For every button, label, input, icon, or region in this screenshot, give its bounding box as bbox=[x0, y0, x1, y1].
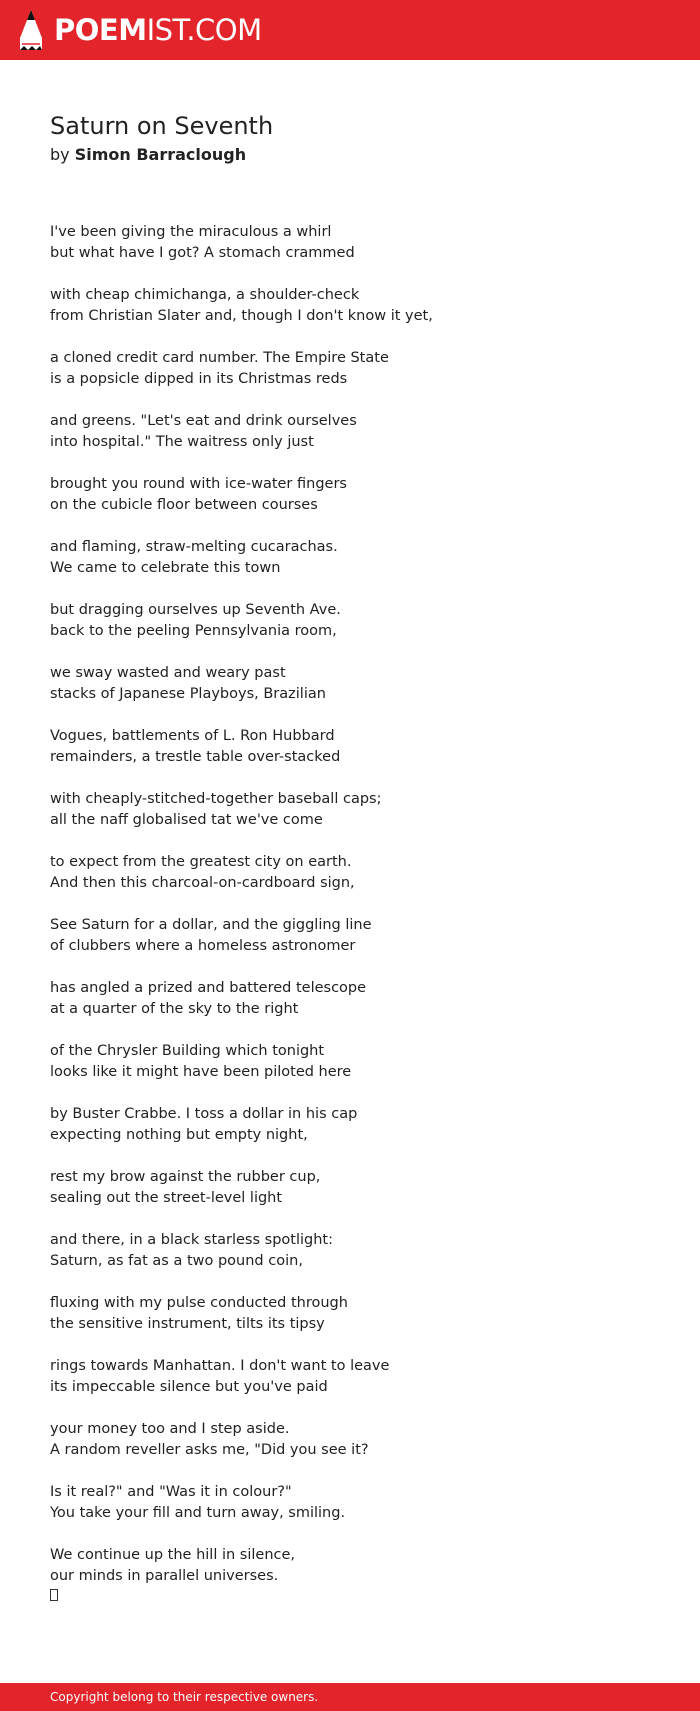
poem-stanza bbox=[50, 1167, 650, 1209]
poem-line: We came to celebrate this town bbox=[50, 560, 281, 576]
poem-line: but dragging ourselves up Seventh Ave. bbox=[50, 602, 341, 618]
poem-line: and there, in a black starless spotlight: bbox=[50, 1232, 333, 1248]
poem-line: rings towards Manhattan. I don't want to leave bbox=[50, 1358, 390, 1374]
poem-line: I've been giving the miraculous a whirl bbox=[50, 224, 332, 240]
by-label: by bbox=[50, 145, 70, 164]
poem-line: remainders, a trestle table over-stacked bbox=[50, 749, 341, 765]
poem-stanza bbox=[50, 1545, 650, 1608]
poem-title: Saturn on Seventh bbox=[50, 112, 274, 140]
poem-line: by Buster Crabbe. I toss a dollar in his cap bbox=[50, 1106, 358, 1122]
poem-line: stacks of Japanese Playboys, Brazilian bbox=[50, 686, 326, 702]
poem-line: at a quarter of the sky to the right bbox=[50, 1001, 299, 1017]
poem-line: back to the peeling Pennsylvania room, bbox=[50, 623, 337, 639]
poem-line: to expect from the greatest city on earth. bbox=[50, 854, 352, 870]
poem-stanza bbox=[50, 1104, 650, 1146]
copyright-text: Copyright belong to their respective owners. bbox=[50, 1690, 319, 1704]
poem-stanza bbox=[50, 1419, 650, 1461]
poem-line: looks like it might have been piloted here bbox=[50, 1064, 352, 1080]
site-footer bbox=[0, 1683, 700, 1711]
poem-line: See Saturn for a dollar, and the giggling line bbox=[50, 917, 372, 933]
poem-line: rest my brow against the rubber cup, bbox=[50, 1169, 321, 1185]
poem-line: expecting nothing but empty night, bbox=[50, 1127, 308, 1143]
poem-line: a cloned credit card number. The Empire State bbox=[50, 350, 389, 366]
poem-stanza bbox=[50, 474, 650, 516]
poem-stanza bbox=[50, 915, 650, 957]
poem-stanza bbox=[50, 537, 650, 579]
poem-line: Is it real?" and "Was it in colour?" bbox=[50, 1484, 292, 1500]
poem-line: into hospital." The waitress only just bbox=[50, 434, 314, 450]
poem-line: we sway wasted and weary past bbox=[50, 665, 286, 681]
poem-line: the sensitive instrument, tilts its tipsy bbox=[50, 1316, 325, 1332]
poem-line: from Christian Slater and, though I don't know it yet, bbox=[50, 308, 433, 324]
poem-stanza bbox=[50, 978, 650, 1020]
poem-stanza bbox=[50, 1356, 650, 1398]
poem-stanza bbox=[50, 1041, 650, 1083]
site-logo-link[interactable] bbox=[54, 12, 262, 47]
poem-line: brought you round with ice-water fingers bbox=[50, 476, 347, 492]
poem-stanza bbox=[50, 600, 650, 642]
poem-line: with cheaply-stitched-together baseball caps; bbox=[50, 791, 382, 807]
poem-stanza bbox=[50, 663, 650, 705]
poem-stanza bbox=[50, 789, 650, 831]
poem-line: is a popsicle dipped in its Christmas reds bbox=[50, 371, 348, 387]
poem-line: its impeccable silence but you've paid bbox=[50, 1379, 328, 1395]
poem-stanza bbox=[50, 285, 650, 327]
poem-byline bbox=[50, 144, 650, 166]
poem-stanza bbox=[50, 1482, 650, 1524]
poem-stanza bbox=[50, 852, 650, 894]
poem-line: on the cubicle floor between courses bbox=[50, 497, 318, 513]
poem-line: our minds in parallel universes. bbox=[50, 1568, 279, 1584]
poem-line: has angled a prized and battered telescope bbox=[50, 980, 367, 996]
poem-line: And then this charcoal-on-cardboard sign, bbox=[50, 875, 355, 891]
pen-nib-icon[interactable] bbox=[18, 8, 44, 52]
brand-light-text: IST.COM bbox=[146, 12, 262, 47]
poem-line: of the Chrysler Building which tonight bbox=[50, 1043, 325, 1059]
poem-stanza bbox=[50, 1230, 650, 1272]
poem-line: fluxing with my pulse conducted through bbox=[50, 1295, 348, 1311]
poem-line: Saturn, as fat as a two pound coin, bbox=[50, 1253, 303, 1269]
author-name: Simon Barraclough bbox=[74, 145, 247, 164]
poem-stanza bbox=[50, 1293, 650, 1335]
missing-glyph-icon bbox=[50, 1589, 58, 1601]
poem-stanza bbox=[50, 411, 650, 453]
poem-stanza bbox=[50, 222, 650, 264]
poem-line: of clubbers where a homeless astronomer bbox=[50, 938, 356, 954]
poem-line: A random reveller asks me, "Did you see it? bbox=[50, 1442, 369, 1458]
poem-line: all the naff globalised tat we've come bbox=[50, 812, 323, 828]
poem-line: and flaming, straw-melting cucarachas. bbox=[50, 539, 338, 555]
poem-line: sealing out the street-level light bbox=[50, 1190, 283, 1206]
poem-stanza bbox=[50, 348, 650, 390]
poem-line: and greens. "Let's eat and drink ourselves bbox=[50, 413, 357, 429]
poem-stanza bbox=[50, 726, 650, 768]
poem-content bbox=[50, 110, 650, 1608]
poem-line: your money too and I step aside. bbox=[50, 1421, 290, 1437]
poem-line: with cheap chimichanga, a shoulder-check bbox=[50, 287, 360, 303]
poem-line: We continue up the hill in silence, bbox=[50, 1547, 296, 1563]
site-header bbox=[0, 0, 700, 60]
poem-line: You take your fill and turn away, smiling. bbox=[50, 1505, 346, 1521]
poem-body bbox=[50, 222, 650, 1608]
poem-line: Vogues, battlements of L. Ron Hubbard bbox=[50, 728, 335, 744]
poem-line: but what have I got? A stomach crammed bbox=[50, 245, 355, 261]
brand-bold-text: POEM bbox=[54, 12, 147, 47]
